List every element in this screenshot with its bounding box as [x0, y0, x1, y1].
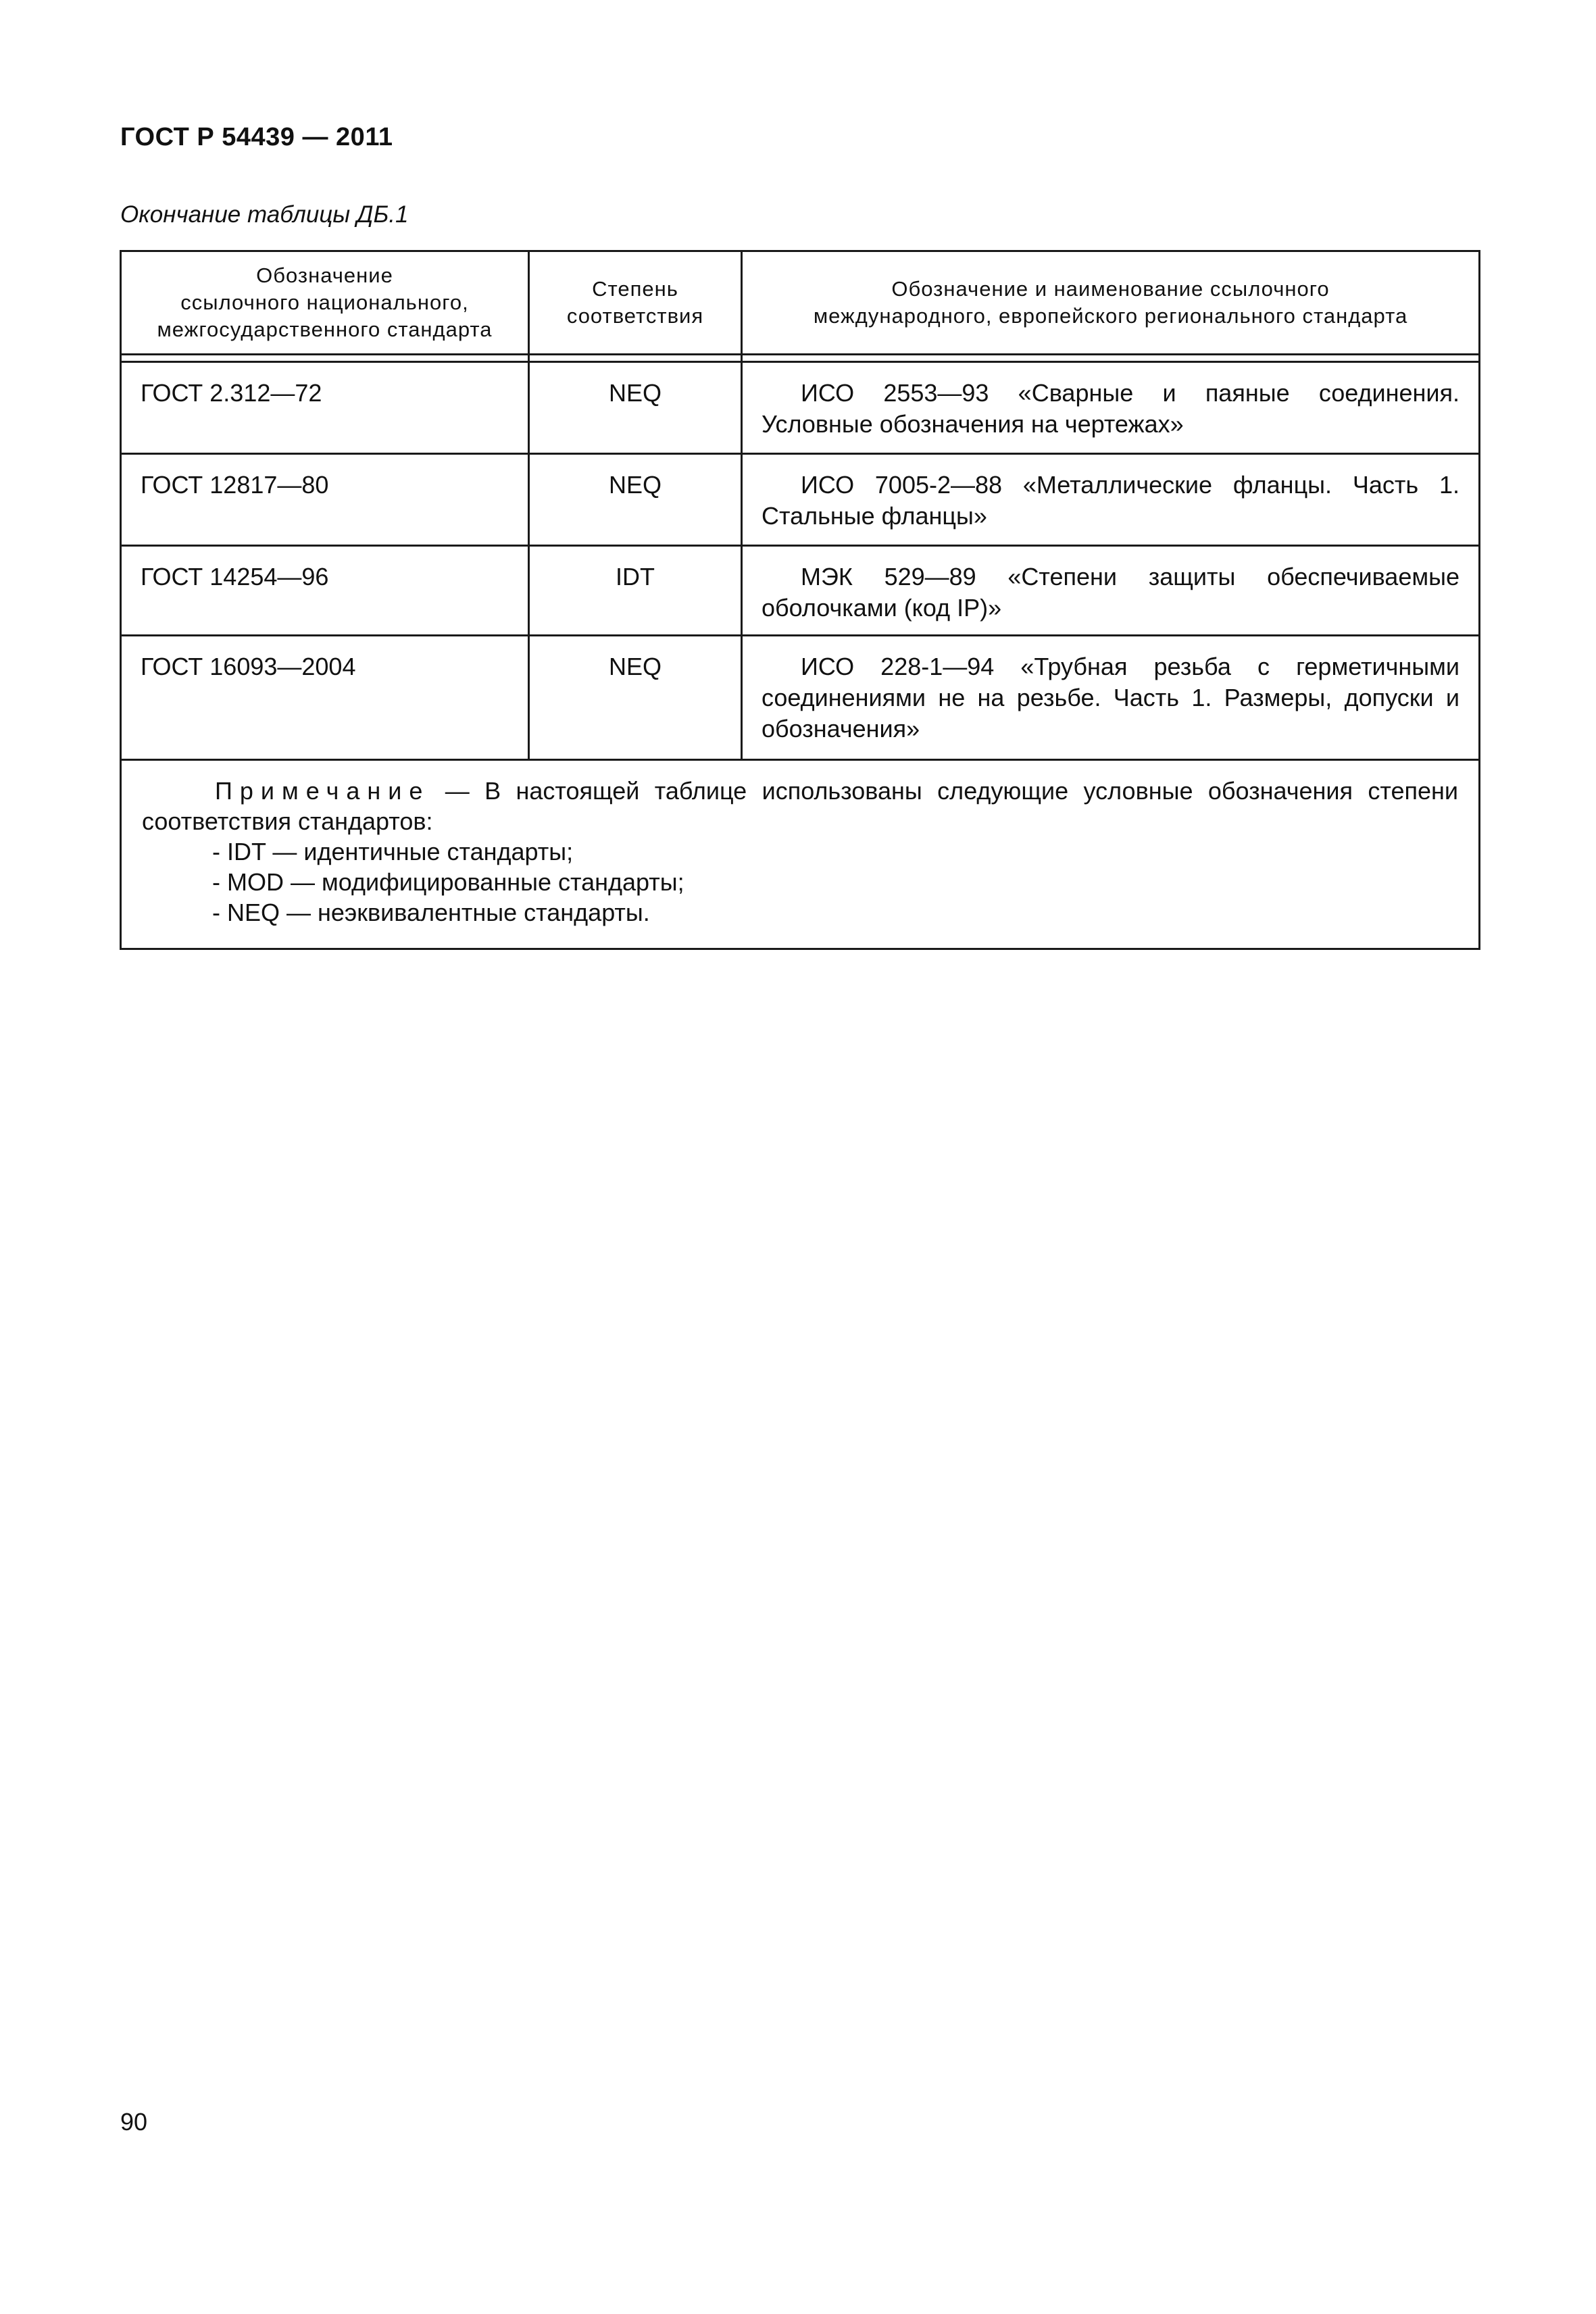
header-line: ссылочного национального, — [180, 291, 469, 314]
table-note — [121, 760, 1480, 949]
reference-standard-cell: ИСО 7005-2—88 «Металлические фланцы. Часть 1. Стальные фланцы» — [742, 454, 1480, 546]
table-caption: Окончание таблицы ДБ.1 — [120, 201, 409, 228]
note-label: Примечание — [215, 777, 430, 805]
national-standard-cell: ГОСТ 12817—80 — [121, 454, 529, 546]
header-line: международного, европейского регионального стандарта — [813, 304, 1408, 328]
degree-cell: NEQ — [529, 636, 742, 760]
table-header-row — [121, 251, 1480, 355]
national-standard-cell: ГОСТ 2.312—72 — [121, 362, 529, 454]
header-line: Обозначение и наименование ссылочного — [891, 277, 1330, 301]
table-note-row — [121, 760, 1480, 949]
document-code: ГОСТ Р 54439 — 2011 — [120, 123, 393, 151]
header-line: Обозначение — [256, 263, 393, 287]
table-row — [121, 636, 1480, 760]
note-item: - MOD — модифицированные стандарты; — [212, 868, 684, 896]
header-line: Степень — [592, 277, 678, 301]
reference-standard-cell: МЭК 529—89 «Степени защиты обеспечиваемые оболочками (код IP)» — [742, 546, 1480, 636]
degree-cell: NEQ — [529, 454, 742, 546]
header-line: межгосударственного стандарта — [157, 318, 493, 341]
note-item: - IDT — идентичные стандарты; — [212, 838, 574, 865]
reference-standard-cell: ИСО 228-1—94 «Трубная резьба с герметичными соединениями не на резьбе. Часть 1. Размеры, допуски и обозначения» — [742, 636, 1480, 760]
header-separator — [121, 355, 1480, 362]
note-paragraph — [142, 776, 1458, 836]
reference-standard-cell: ИСО 2553—93 «Сварные и паяные соединения. Условные обозначения на чертежах» — [742, 362, 1480, 454]
table-row — [121, 454, 1480, 546]
table-row — [121, 362, 1480, 454]
note-text: — В настоящей таблице использованы следующие условные обозначения степени соответствия стандартов: — [142, 777, 1458, 835]
header-line: соответствия — [566, 304, 704, 328]
degree-cell: NEQ — [529, 362, 742, 454]
column-header-national — [121, 251, 529, 355]
note-item: - NEQ — неэквивалентные стандарты. — [212, 899, 650, 926]
standards-table — [120, 250, 1480, 950]
column-header-degree — [529, 251, 742, 355]
table-row — [121, 546, 1480, 636]
degree-cell: IDT — [529, 546, 742, 636]
page-number: 90 — [120, 2108, 148, 2136]
national-standard-cell: ГОСТ 16093—2004 — [121, 636, 529, 760]
column-header-reference — [742, 251, 1480, 355]
national-standard-cell: ГОСТ 14254—96 — [121, 546, 529, 636]
